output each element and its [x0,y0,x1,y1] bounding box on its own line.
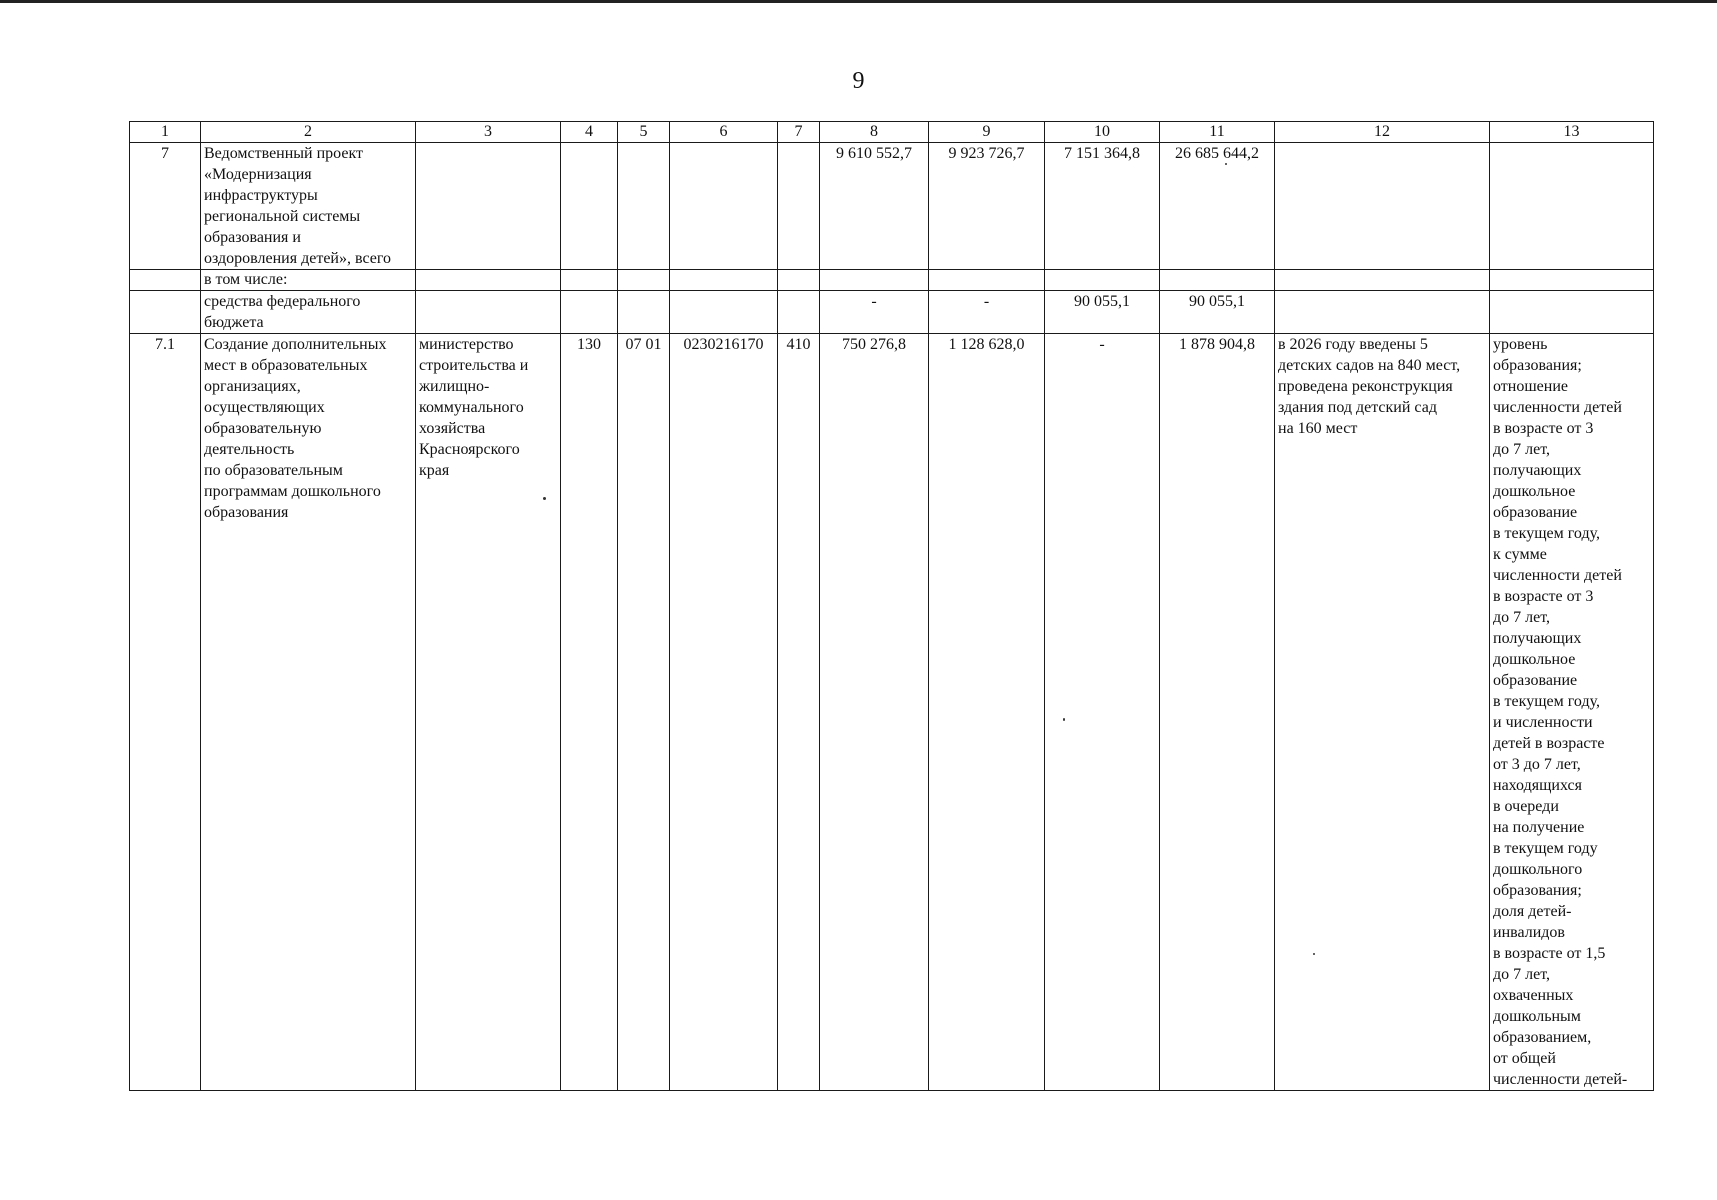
header-cell: 6 [670,122,778,143]
value-col10: 7 151 364,8 [1045,143,1160,270]
empty-cell [1490,291,1654,334]
empty-cell [1275,143,1490,270]
empty-cell [778,291,820,334]
table-row-federal-budget [130,291,1654,334]
value-col8: - [820,291,929,334]
value-col10: 90 055,1 [1045,291,1160,334]
header-cell: 4 [561,122,618,143]
scan-speck [1063,718,1065,721]
empty-cell [416,270,561,291]
empty-cell [1160,270,1275,291]
header-cell: 10 [1045,122,1160,143]
empty-cell [618,270,670,291]
top-border-line [0,0,1717,3]
empty-cell [130,291,201,334]
header-cell: 5 [618,122,670,143]
header-cell: 8 [820,122,929,143]
header-cell: 11 [1160,122,1275,143]
value-col9: 1 128 628,0 [929,334,1045,1091]
header-cell: 9 [929,122,1045,143]
header-cell: 12 [1275,122,1490,143]
measure-name: Создание дополнительных мест в образовательных организациях, осуществляющих образовательную деятельность по образовательным программам дошкольного образования [201,334,416,1091]
expected-result: в 2026 году введены 5 детских садов на 840 мест, проведена реконструкция здания под детский сад на 160 мест [1275,334,1490,1091]
scan-speck [543,497,546,500]
code-col5: 07 01 [618,334,670,1091]
value-col8: 9 610 552,7 [820,143,929,270]
project-name: Ведомственный проект «Модернизация инфраструктуры региональной системы образования и оздоровления детей», всего [201,143,416,270]
code-col7: 410 [778,334,820,1091]
empty-cell [778,270,820,291]
value-col9: - [929,291,1045,334]
table-header-row [130,122,1654,143]
empty-cell [561,143,618,270]
value-col9: 9 923 726,7 [929,143,1045,270]
value-col11: 1 878 904,8 [1160,334,1275,1091]
value-col11: 26 685 644,2 [1160,143,1275,270]
page-number: 9 [852,68,865,94]
empty-cell [618,143,670,270]
code-col6: 0230216170 [670,334,778,1091]
header-cell: 2 [201,122,416,143]
row-number: 7 [130,143,201,270]
empty-cell [1275,270,1490,291]
empty-cell [670,143,778,270]
empty-cell [130,270,201,291]
empty-cell [561,291,618,334]
header-cell: 3 [416,122,561,143]
empty-cell [561,270,618,291]
table-row-including [130,270,1654,291]
header-cell: 7 [778,122,820,143]
empty-cell [670,291,778,334]
empty-cell [416,291,561,334]
executor: министерство строительства и жилищно- коммунального хозяйства Красноярского края [416,334,561,1091]
table-row-project [130,143,1654,270]
empty-cell [778,143,820,270]
value-col10: - [1045,334,1160,1091]
row-number: 7.1 [130,334,201,1091]
scan-speck [1313,953,1315,955]
empty-cell [618,291,670,334]
empty-cell [416,143,561,270]
scan-speck [1225,163,1227,165]
indicator-text: уровень образования; отношение численности детей в возрасте от 3 до 7 лет, получающих дошкольное образование в текущем году, к сумме численности детей в возрасте от 3 до 7 лет, получающих дошкольное образование в текущем году, и численности детей в возрасте от 3 до 7 лет, находящихся в очереди на получение в текущем году дошкольного образования; доля детей- инвалидов в возрасте от 1,5 до 7 лет, охваченных дошкольным образованием, от общей численности детей- [1490,334,1654,1091]
header-cell: 13 [1490,122,1654,143]
empty-cell [670,270,778,291]
empty-cell [1275,291,1490,334]
code-col4: 130 [561,334,618,1091]
value-col11: 90 055,1 [1160,291,1275,334]
empty-cell [820,270,929,291]
including-label: в том числе: [201,270,416,291]
value-col8: 750 276,8 [820,334,929,1091]
empty-cell [1490,143,1654,270]
table-row-item-7-1 [130,334,1654,1091]
empty-cell [1490,270,1654,291]
header-cell: 1 [130,122,201,143]
federal-budget-label: средства федерального бюджета [201,291,416,334]
empty-cell [1045,270,1160,291]
empty-cell [929,270,1045,291]
budget-table [129,121,1654,1091]
